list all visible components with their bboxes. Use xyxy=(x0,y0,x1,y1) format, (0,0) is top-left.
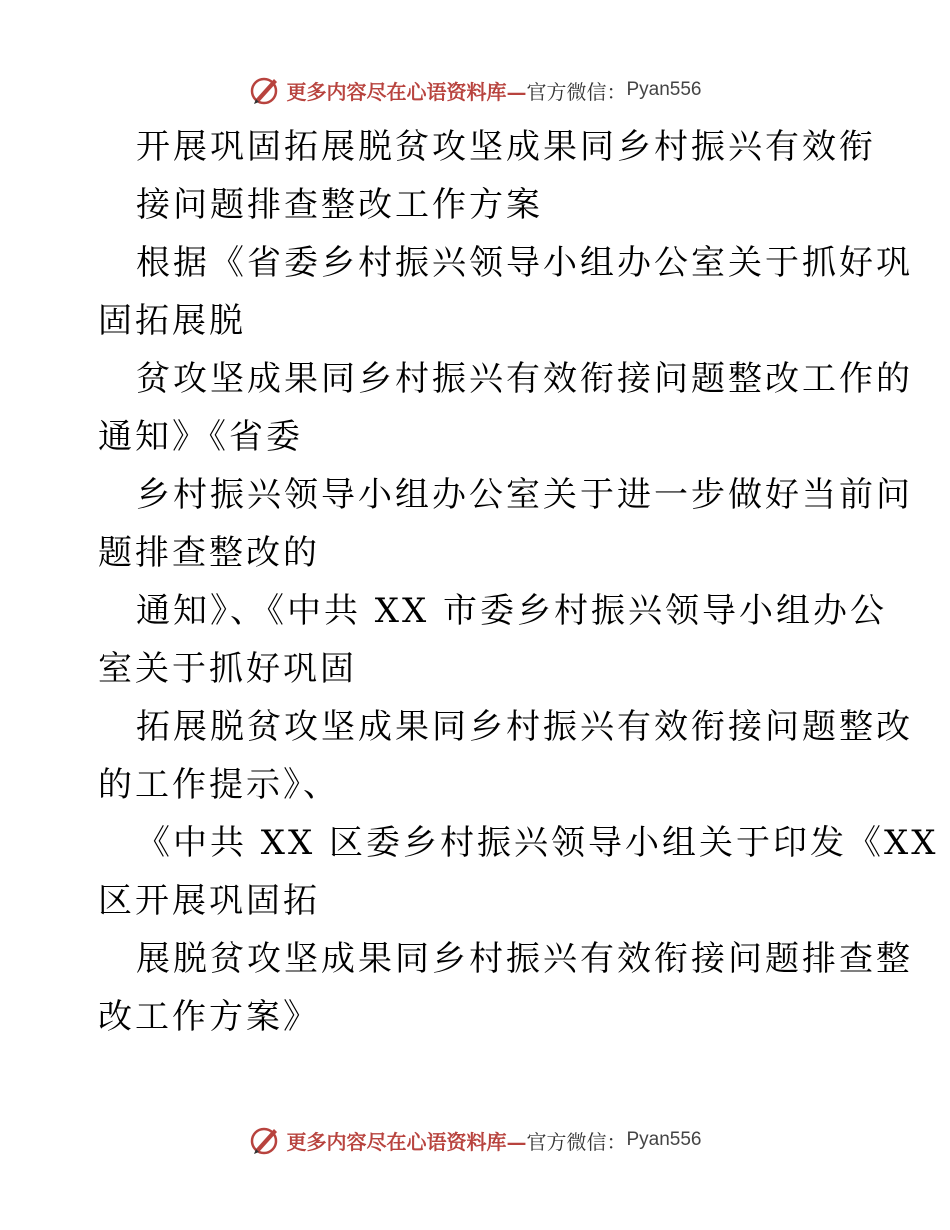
paragraph-line: 室关于抓好巩固 xyxy=(98,649,357,689)
banner-slogan: 更多内容尽在心语资料库— xyxy=(286,79,527,104)
banner-slogan: 更多内容尽在心语资料库— xyxy=(286,1129,527,1154)
paragraph-line: 展脱贫攻坚成果同乡村振兴有效衔接问题排查整 xyxy=(136,939,913,979)
banner-wechat-id: Pyan556 xyxy=(626,1129,702,1150)
paragraph-line: 的工作提示》、 xyxy=(98,765,340,805)
pen-logo-icon xyxy=(248,73,282,107)
title-line-2: 接问题排查整改工作方案 xyxy=(136,185,543,225)
paragraph-line: 根据《省委乡村振兴领导小组办公室关于抓好巩 xyxy=(136,243,913,283)
banner-wechat-id: Pyan556 xyxy=(626,79,702,100)
paragraph-line: 通知》《省委 xyxy=(98,417,303,457)
paragraph-line: 乡村振兴领导小组办公室关于进一步做好当前问 xyxy=(136,475,913,515)
document-body xyxy=(98,118,939,1046)
paragraph-line: 通知》、《中共 XX 市委乡村振兴领导小组办公 xyxy=(136,591,888,631)
title-line-1: 开展巩固拓展脱贫攻坚成果同乡村振兴有效衔 xyxy=(136,127,876,167)
paragraph-line: 拓展脱贫攻坚成果同乡村振兴有效衔接问题整改 xyxy=(136,707,913,747)
pen-logo-icon xyxy=(248,1123,282,1157)
banner-handle-label: 官方微信： xyxy=(526,1129,627,1154)
paragraph-line: 固拓展脱 xyxy=(98,301,246,341)
paragraph-line: 改工作方案》 xyxy=(98,997,320,1037)
paragraph-line: 题排查整改的 xyxy=(98,533,320,573)
paragraph-line: 贫攻坚成果同乡村振兴有效衔接问题整改工作的 xyxy=(136,359,913,399)
banner-handle-label: 官方微信： xyxy=(526,79,627,104)
header-banner xyxy=(0,70,950,110)
paragraph-line: 区开展巩固拓 xyxy=(98,881,320,921)
paragraph-line: 《中共 XX 区委乡村振兴领导小组关于印发《XX xyxy=(136,823,939,863)
footer-banner xyxy=(0,1120,950,1160)
